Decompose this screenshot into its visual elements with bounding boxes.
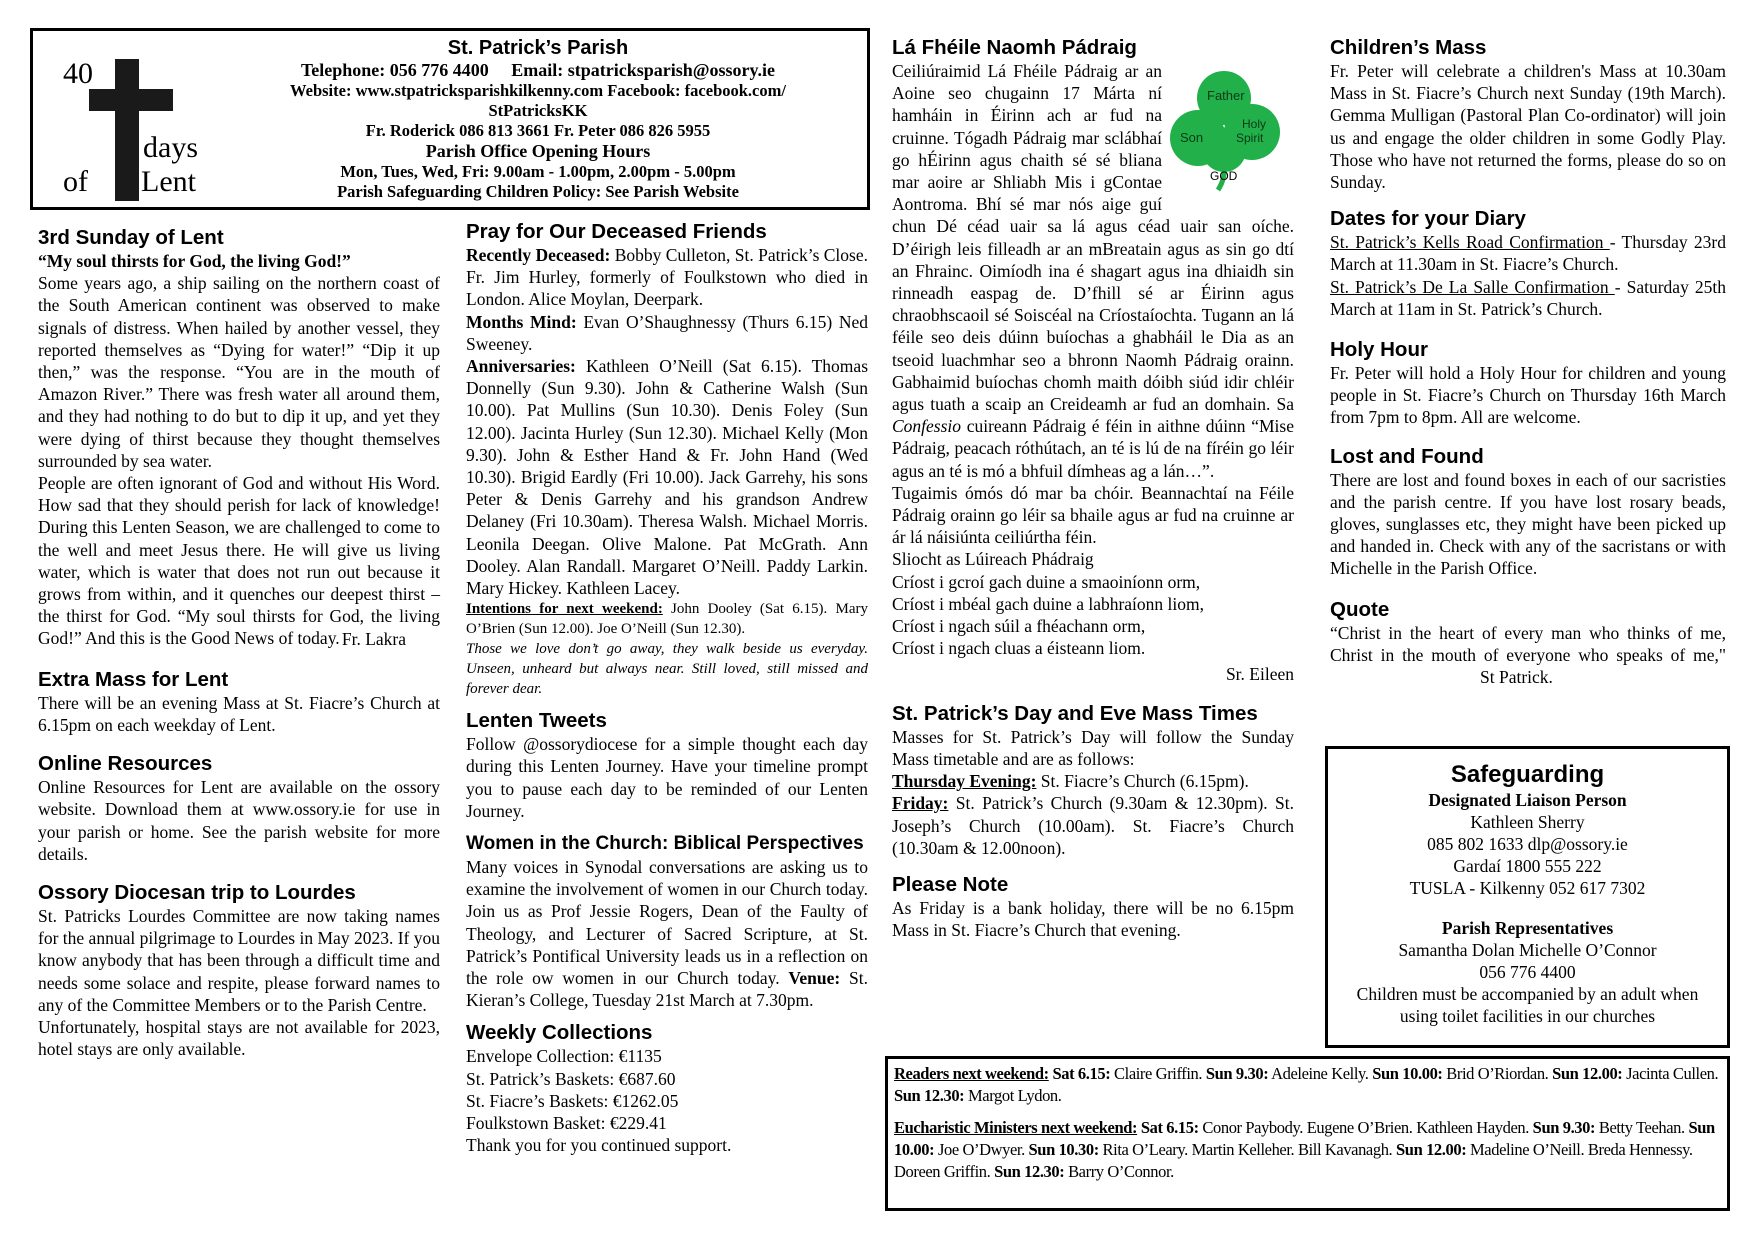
heading-extra-mass: Extra Mass for Lent	[38, 667, 229, 691]
safeguarding-title: Safeguarding	[1450, 761, 1605, 788]
telephone: Telephone: 056 776 4400	[300, 60, 489, 80]
tusla-line: TUSLA - Kilkenny 052 617 7302	[1409, 878, 1646, 898]
email[interactable]: Email: stpatricksparish@ossory.ie	[511, 60, 776, 80]
irish-text-1: Ceiliúraimid Lá Fhéile Pádraig ar an Aoine seo chugainn 17 Márta ní hamháin in Éirinn ach ar fud na cruinne. Tógadh Pádraig mar sclábhaí go hÉirinn agus chaith sé sé bliana mar aoire ar Shliabh Mis i gContae Aontroma. Bhí sé mar nós aige guí chun Dé céad uair sa lá agus céad uair san oíche. D’éirigh leis filleadh ar an mBreatain agus as sin go dtí an Fhrainc. Oimíodh ina é shagart agus ina dhiaidh sin rinneadh easpag de. D’fhill sé ar Éirinn agus chraobhscaoil sé Soiscéal na Críostaíochta. Tugann an lá féile seo deis dúinn buíochas a ghabháil le Dia as an tseoid luachmhar seo a bhronn Naomh Pádraig orainn. Gabhaimid buíochas chomh maith dóibh siúd idir chléir agus tuath a scaip an Creideamh ar fud an domhain. Sa Confessio cuireann Pádraig é féin in aithne dúinn “Mise Pádraig, peacach róthútach, an té is lú de na fíréin go léir agus an té is mó a bhfuil dímheas ag a lán…”.	[892, 61, 1294, 481]
website-line[interactable]: Website: www.stpatricksparishkilkenny.com Facebook: facebook.com/	[290, 81, 786, 100]
svg-text:Father: Father	[1207, 88, 1245, 103]
collection-line: St. Fiacre’s Baskets: €1262.05	[466, 1090, 679, 1111]
column-4	[1330, 36, 1726, 688]
memorial-verse: Those we love don’t go away, they walk beside us everyday. Unseen, unheard but always near. Still loved, still missed and forever dear.	[466, 641, 868, 698]
office-title: Parish Office Opening Hours	[425, 141, 651, 161]
heading-lenten-tweets: Lenten Tweets	[466, 709, 607, 733]
lost-found-text: There are lost and found boxes in each of our sacristies and the parish centre. If you have lost rosary beads, gloves, sunglasses etc, they might have been picked up and handed in. Check with any of the sacristans or with Michelle in the Parish Office.	[1330, 469, 1726, 579]
mass-times-thursday: Thursday Evening: St. Fiacre’s Church (6.15pm).	[892, 771, 1249, 792]
gardai-line: Gardaí 1800 555 222	[1453, 856, 1602, 876]
column-2	[466, 220, 868, 1157]
online-resources-text: Online Resources for Lent are available on the ossory website. Download them at www.ossory.ie for use in your parish or home. See the parish website for more details.	[38, 777, 440, 864]
heading-deceased: Pray for Our Deceased Friends	[466, 220, 767, 243]
poem-line: Sliocht as Lúireach Phádraig	[892, 549, 1094, 570]
shamrock-spacer	[1162, 60, 1294, 214]
logo-lent: Lent	[141, 165, 196, 198]
collection-line: Envelope Collection: €1135	[466, 1046, 662, 1067]
svg-text:Spirit: Spirit	[1236, 131, 1264, 145]
heading-irish: Lá Fhéile Naomh Pádraig	[892, 36, 1137, 59]
heading-lourdes: Ossory Diocesan trip to Lourdes	[38, 881, 356, 905]
diary-event-2: St. Patrick’s De La Salle Confirmation - Saturday 25th March at 11am in St. Patrick’s Church.	[1330, 276, 1727, 319]
heading-childrens-mass: Children’s Mass	[1330, 36, 1487, 59]
reps-phone: 056 776 4400	[1479, 962, 1576, 982]
heading-quote: Quote	[1330, 597, 1390, 621]
heading-holy-hour: Holy Hour	[1330, 338, 1428, 362]
mass-times-friday: Friday: St. Patrick’s Church (9.30am & 12.30pm). St. Joseph’s Church (10.00am). St. Fiacre’s Church (10.30am & 12.00noon).	[892, 793, 1294, 858]
irish-signature: Sr. Eileen	[1225, 664, 1294, 685]
readers-ministers-box	[885, 1056, 1730, 1211]
irish-text-2: Tugaimis ómós dó mar ba chóir. Beannachtaí na Féile Pádraig orainn go léir sa bhaile agus ar fud na cruinne ar ár lá náisiúnta ceiliúrtha féin.	[892, 482, 1294, 548]
logo-40: 40	[63, 59, 93, 90]
collection-thanks: Thank you for you continued support.	[466, 1135, 732, 1156]
priests-line: Fr. Roderick 086 813 3661 Fr. Peter 086 826 5955	[365, 121, 711, 140]
ministers-line: Eucharistic Ministers next weekend: Sat 6.15: Conor Paybody. Eugene O’Brien. Kathleen Hayden. Sun 9.30: Betty Teehan. Sun 10.00: Joe O’Dwyer. Sun 10.30: Rita O’Leary. Martin Kelleher. Bill Kavanagh. Sun 12.00: Madeline O’Neill. Breda Hennessy. Doreen Griffin. Sun 12.30: Barry O’Connor.	[894, 1118, 1715, 1181]
svg-text:Holy: Holy	[1242, 117, 1267, 131]
safeguarding-box	[1325, 746, 1730, 1048]
poem-line: Críost i ngach cluas a éisteann liom.	[892, 638, 1146, 659]
collection-line: St. Patrick’s Baskets: €687.60	[466, 1068, 676, 1089]
lenten-tweets-text: Follow @ossorydiocese for a simple thought each day during this Lenten Journey. Have your timeline prompt you to pause each day to be reminded of our Lenten Journey.	[466, 734, 868, 821]
heading-please-note: Please Note	[892, 872, 1009, 896]
collection-line: Foulkstown Basket: €229.41	[466, 1113, 667, 1134]
months-mind: Months Mind: Evan O’Shaughnessy (Thurs 6.15) Ned Sweeney.	[466, 311, 869, 354]
anniversaries: Anniversaries: Kathleen O’Neill (Sat 6.15). Thomas Donnelly (Sun 9.30). John & Catherine Walsh (Sun 10.00). Pat Mullins (Sun 10.30). Denis Foley (Sun 12.00). Jacinta Hurley (Sun 12.30). Michael Kelly (Mon 9.30). John & Esther Hand & Fr. John Hand (Wed 10.30). Brigid Eardly (Fri 10.00). Jack Garrehy, his sons Peter & Denis Garrehy and his grandson Andrew Delaney (Fri 10.30am). Theresa Walsh. Michael Morris. Leonila Deegan. Olive Malone. Pat McGrath. Ann Dooley. Alan Randall. Margaret O’Neill. Paddy Larkin. Mary Hickey. Kathleen Lacey.	[466, 356, 868, 599]
lourdes-text-1: St. Patricks Lourdes Committee are now taking names for the annual pilgrimage to Lourdes in May 2023. If you know anybody that has been through a difficult time and needs some solace and respite, please forward names to any of the Committee Members or to the Parish Centre.	[38, 906, 440, 1015]
sunday-text-1: Some years ago, a ship sailing on the northern coast of the South American continent was observed to make signals of distress. When hailed by another vessel, they reported themselves as “Dying for water!” “Dip it up then,” was the response. “You are in the mouth of Amazon River.” There was fresh water all around them, and they had nothing to do but to dip it up, and yet they were dying of thirst because they thought themselves surrounded by sea water.	[38, 273, 440, 471]
diary-event-1: St. Patrick’s Kells Road Confirmation - Thursday 23rd March at 11.30am in St. Fiacre’s Church.	[1330, 232, 1726, 275]
sunday-signature: Fr. Lakra	[341, 628, 406, 649]
safeguarding-policy: Parish Safeguarding Children Policy: See Parish Website	[337, 182, 739, 201]
column-3	[892, 36, 1294, 941]
svg-text:GOD: GOD	[1210, 169, 1238, 183]
intentions: Intentions for next weekend: John Dooley (Sat 6.15). Mary O’Brien (Sun 12.00). Joe O’Neill (Sun 12.30).	[466, 601, 868, 638]
poem-line: Críost i gcroí gach duine a smaoiníonn orm,	[892, 571, 1201, 592]
heading-women-church: Women in the Church: Biblical Perspectives	[466, 833, 864, 855]
lent-cross-logo	[63, 59, 213, 209]
holy-hour-text: Fr. Peter will hold a Holy Hour for children and young people in St. Fiacre’s Church on Thursday 16th March from 7pm to 8pm. All are welcome.	[1330, 363, 1726, 428]
parish-header	[30, 28, 870, 210]
women-church-text: Many voices in Synodal conversations are asking us to examine the involvement of women in our Church today. Join us as Prof Jessie Rogers, Dean of the Faulty of Theology, and Lecturer of Sacred Scripture, at St. Patrick’s Pontifical University leads us in a reflection on the role ow women in our Church today. Venue: St. Kieran’s College, Tuesday 21st March at 7.30pm.	[466, 857, 868, 1011]
sunday-quote: “My soul thirsts for God, the living God!”	[38, 251, 351, 271]
logo-days: days	[143, 131, 198, 164]
heading-3rd-sunday: 3rd Sunday of Lent	[38, 226, 224, 249]
column-1	[38, 226, 440, 1061]
poem-line: Críost i mbéal gach duine a labhraíonn liom,	[892, 593, 1205, 614]
heading-mass-times: St. Patrick’s Day and Eve Mass Times	[892, 701, 1258, 725]
poem-line: Críost i ngach súil a fhéachann orm,	[892, 616, 1146, 637]
svg-text:Son: Son	[1180, 130, 1204, 145]
mass-times-intro: Masses for St. Patrick’s Day will follow the Sunday Mass timetable and are as follows:	[892, 726, 1294, 769]
readers-line: Readers next weekend: Sat 6.15: Claire Griffin. Sun 9.30: Adeleine Kelly. Sun 10.00: Brid O’Riordan. Sun 12.00: Jacinta Cullen. Sun 12.30: Margot Lydon.	[894, 1064, 1719, 1105]
quote-text: “Christ in the heart of every man who thinks of me, Christ in the mouth of everyone who speaks of me,"St Patrick.	[1330, 622, 1726, 688]
heading-lost-found: Lost and Found	[1330, 444, 1484, 468]
recently-deceased: Recently Deceased: Bobby Culleton, St. Patrick’s Close. Fr. Jim Hurley, formerly of Foulkstown who died in London. Alice Moylan, Deerpark.	[466, 245, 868, 310]
facebook-line[interactable]: StPatricksKK	[488, 101, 588, 120]
safeguarding-note: Children must be accompanied by an adult when using toilet facilities in our churches	[1356, 984, 1699, 1026]
heading-diary: Dates for your Diary	[1330, 207, 1526, 231]
heading-weekly-collections: Weekly Collections	[466, 1021, 653, 1045]
sunday-text-2: People are often ignorant of God and without His Word. How sad that they should perish for lack of knowledge! During this Lenten Season, we are challenged to come to the well and meet Jesus there. He will give us living water, which is water that does not run out because it grows from within, and it quenches our deepest thirst – the thirst for God. “My soul thirsts for God, the living God!” And this is the Good News of today.	[38, 473, 440, 649]
extra-mass-text: There will be an evening Mass at St. Fiacre’s Church at 6.15pm on each weekday of Lent.	[38, 692, 440, 736]
lourdes-text-2: Unfortunately, hospital stays are not available for 2023, hotel stays are only available.	[38, 1017, 440, 1060]
office-hours: Mon, Tues, Wed, Fri: 9.00am - 1.00pm, 2.00pm - 5.00pm	[340, 162, 736, 181]
heading-online-resources: Online Resources	[38, 752, 213, 776]
dlp-title: Designated Liaison Person	[1428, 790, 1627, 810]
reps-names: Samantha Dolan Michelle O’Connor	[1398, 940, 1657, 960]
quote-author: St Patrick.	[1480, 667, 1553, 688]
reps-title: Parish Representatives	[1441, 918, 1614, 938]
dlp-name: Kathleen Sherry	[1470, 812, 1585, 832]
contact-line	[218, 60, 858, 81]
parish-title: St. Patrick’s Parish	[447, 37, 629, 59]
dlp-contact: 085 802 1633 dlp@ossory.ie	[1427, 834, 1628, 854]
please-note-text: As Friday is a bank holiday, there will be no 6.15pm Mass in St. Fiacre’s Church that evening.	[892, 897, 1294, 941]
childrens-mass-text: Fr. Peter will celebrate a children's Mass at 10.30am Mass in St. Fiacre’s Church next Sunday (19th March). Gemma Mulligan (Pastoral Plan Co-ordinator) will join us and engage the older children in some Godly Play. Those who have not returned the forms, please do so on Sunday.	[1330, 61, 1726, 193]
logo-of: of	[63, 165, 88, 198]
